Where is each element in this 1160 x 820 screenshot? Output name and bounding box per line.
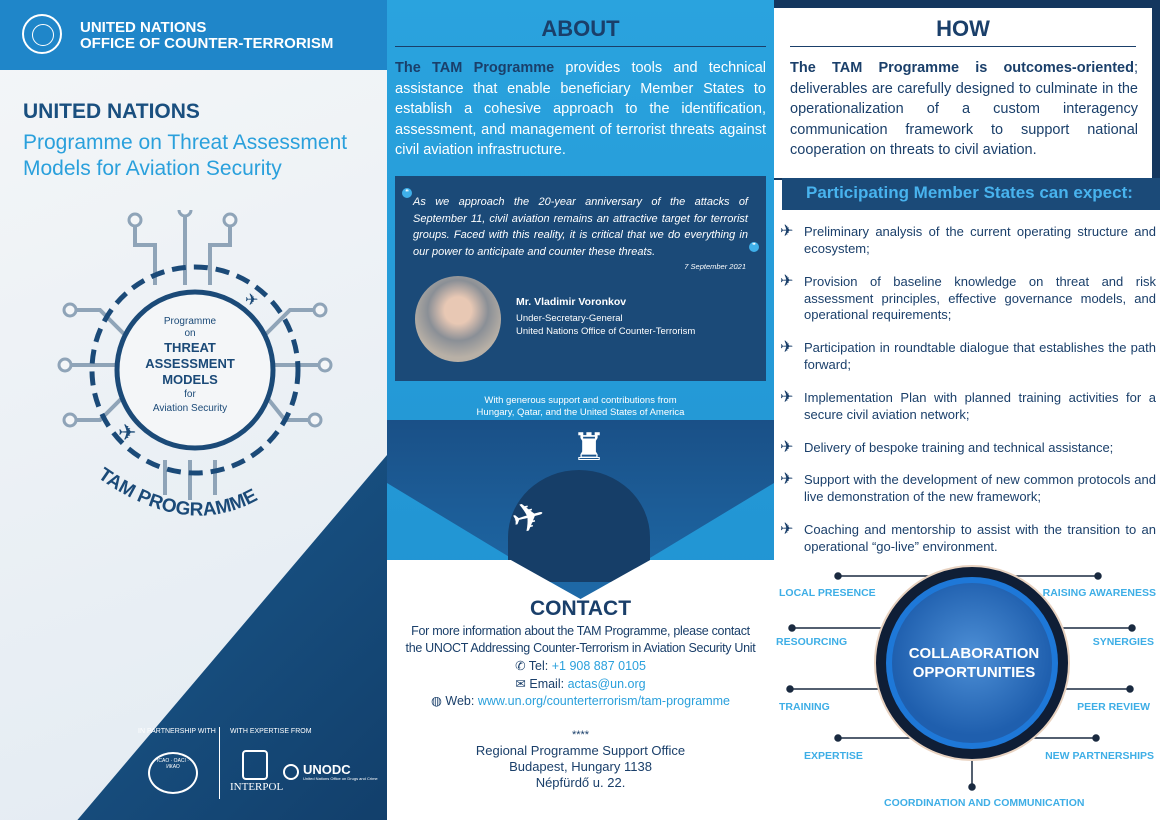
collab-label: LOCAL PRESENCE (779, 587, 876, 599)
expectation-item: ✈ Coaching and mentorship to assist with the transition to an operational “go-live” environment. (780, 521, 1156, 554)
contact-title: CONTACT (529, 597, 632, 620)
how-text: The TAM Programme is outcomes-oriented; deliverables are carefully designed to culminate in the operationalization of a custom interagency communication framework to support national cooperation on threats to civil aviation. (790, 60, 1138, 158)
svg-text:on: on (184, 328, 196, 339)
expectation-item: ✈ Implementation Plan with planned training activities for a secure civil aviation network; (780, 389, 1156, 422)
about-title: ABOUT (541, 16, 620, 41)
plane-bullet-icon: ✈ (780, 439, 794, 456)
svg-text:THREAT: THREAT (164, 340, 216, 355)
header-bar (0, 0, 387, 70)
collab-label: EXPERTISE (804, 750, 863, 762)
web-link[interactable]: www.un.org/counterterrorism/tam-programme (477, 694, 730, 708)
plane-icon: ✈ (245, 292, 259, 309)
plane-bullet-icon: ✈ (780, 223, 794, 240)
plane-bullet-icon: ✈ (780, 471, 794, 488)
collab-center-line2: OPPORTUNITIES (912, 664, 1036, 681)
speaker-name: Mr. Vladimir Voronkov (516, 296, 627, 308)
plane-bullet-icon: ✈ (780, 273, 794, 290)
collab-label: COORDINATION AND COMMUNICATION (884, 797, 1085, 809)
collab-label: SYNERGIES (1092, 636, 1154, 648)
un-emblem-icon (22, 14, 62, 54)
collab-label: PEER REVIEW (1077, 701, 1150, 713)
divider (395, 46, 766, 47)
expectations-heading: Participating Member States can expect: (782, 178, 1160, 210)
org-name: UNITED NATIONS OFFICE OF COUNTER-TERRORISM (80, 19, 334, 52)
support-note: With generous support and contributions from Hungary, Qatar, and the United States of America (476, 395, 685, 418)
svg-text:MODELS: MODELS (162, 372, 218, 387)
collab-center-line1: COLLABORATION (908, 645, 1040, 662)
interpol-logo: INTERPOL (230, 781, 284, 793)
divider (219, 727, 220, 799)
open-quote-icon: ❝ (402, 188, 412, 198)
speaker-org: United Nations Office of Counter-Terrorism (516, 326, 696, 337)
how-title: HOW (936, 16, 990, 41)
about-panel: ABOUT The TAM Programme provides tools and technical assistance that enable beneficiary Member States to establish a cohesive approach to the identification, assessment, and management of terrorist threats against civil aviation infrastructure. ❝ As we approach the 20-year anniversary of the attacks of September 11, civil aviation remains an attractive target for terrorist groups. Faced with this reality, it is critical that we do everything in our power to anticipate and counter these threats. ❞ 7 September 2021 Mr. Vladimir Voronkov Under-Secretary-General United Nations Office of Counter-Terrorism With generous support and contributions from Hungary, Qatar, and the United States of America ♜ ✈ CONTACT For more information about the TAM Programme, please contact the UNOCT Addressing Counter-Terrorism in Aviation Security Unit ✆ Tel: +1 908 887 0105 ✉ Email: actas@un.org ◍ Web: www.un.org/counterterrorism/tam-programme **** Regional Programme Support Office Budapest, Hungary 1138 Népfürdő u. 22. (387, 0, 774, 820)
speaker-role: Under-Secretary-General (516, 313, 623, 324)
email-link[interactable]: actas@un.org (567, 677, 646, 691)
collaboration-diagram (774, 560, 1160, 820)
plane-icon: ✈ (118, 420, 137, 445)
svg-text:ASSESSMENT: ASSESSMENT (145, 356, 235, 371)
airplane-icon: ✈ (506, 492, 551, 544)
plane-bullet-icon: ✈ (780, 389, 794, 406)
expectation-item: ✈ Provision of baseline knowledge on threat and risk assessment principles, effective governance models, and operational requirements; (780, 273, 1156, 322)
phone-link[interactable]: +1 908 887 0105 (551, 659, 646, 673)
cover-panel: UNITED NATIONS OFFICE OF COUNTER-TERRORISM UNITED NATIONS Programme on Threat Assessment Models for Aviation Security ✈ ✈ Programme on THREAT ASSESSMENT MODELS for Aviation Security TAM PROGRAMME IN PARTNERSHIP WITH WITH EXPERTISE FROM ICAO · OACI · ИКАО INTERPOL UNODC United Nations Office on Drugs and Crime (0, 0, 387, 820)
speaker-photo (415, 276, 501, 362)
icao-logo: ICAO · OACI · ИКАО (148, 752, 198, 794)
phone-icon: ✆ (515, 659, 529, 673)
control-tower-icon: ♜ (572, 427, 607, 469)
cover-title: UNITED NATIONS (23, 100, 200, 123)
cover-subtitle: Programme on Threat Assessment Models for Aviation Security (23, 131, 348, 180)
collab-label: RESOURCING (776, 636, 848, 648)
unodc-emblem-icon (283, 764, 299, 780)
quote-date: 7 September 2021 (684, 262, 746, 271)
tam-programme-arc: TAM PROGRAMME (94, 464, 261, 521)
tam-emblem (30, 210, 360, 550)
divider (790, 46, 1136, 47)
plane-bullet-icon: ✈ (780, 339, 794, 356)
expectation-item: ✈ Preliminary analysis of the current operating structure and ecosystem; (780, 223, 1156, 256)
expertise-label: WITH EXPERTISE FROM (230, 728, 312, 735)
plane-bullet-icon: ✈ (780, 521, 794, 538)
expectation-item: ✈ Delivery of bespoke training and technical assistance; (780, 439, 1114, 456)
expectation-item: ✈ Participation in roundtable dialogue that establishes the path forward; (780, 339, 1156, 372)
about-text: The TAM Programme provides tools and technical assistance that enable beneficiary Member States to establish a cohesive approach to the identification, assessment, and management of terrorist threats against civil aviation infrastructure. (395, 60, 766, 158)
close-quote-icon: ❞ (749, 242, 759, 252)
how-panel (774, 0, 1160, 820)
collab-label: RAISING AWARENESS (1042, 587, 1156, 599)
interpol-emblem-icon (242, 750, 268, 780)
globe-icon: ◍ (431, 694, 446, 708)
svg-text:Aviation Security: Aviation Security (152, 403, 228, 414)
unodc-logo: UNODC (303, 762, 351, 777)
quote-text: As we approach the 20-year anniversary of the attacks of September 11, civil aviation remains an attractive target for terrorist groups. Faced with this reality, it is critical that we do everything in our power to anticipate and counter these threats. (413, 196, 748, 258)
collab-label: NEW PARTNERSHIPS (1045, 750, 1154, 762)
office-street: Népfürdő u. 22. (535, 775, 626, 790)
office-name: Regional Programme Support Office (475, 743, 686, 758)
svg-text:Programme: Programme (163, 316, 217, 327)
expectation-item: ✈ Support with the development of new common protocols and live demonstration of the new framework; (780, 471, 1156, 504)
partnership-label: IN PARTNERSHIP WITH (138, 728, 216, 735)
office-city: Budapest, Hungary 1138 (509, 759, 652, 774)
svg-text:for: for (184, 389, 196, 400)
email-icon: ✉ (515, 677, 530, 691)
collab-label: TRAINING (779, 701, 830, 713)
quote-box (395, 176, 766, 381)
